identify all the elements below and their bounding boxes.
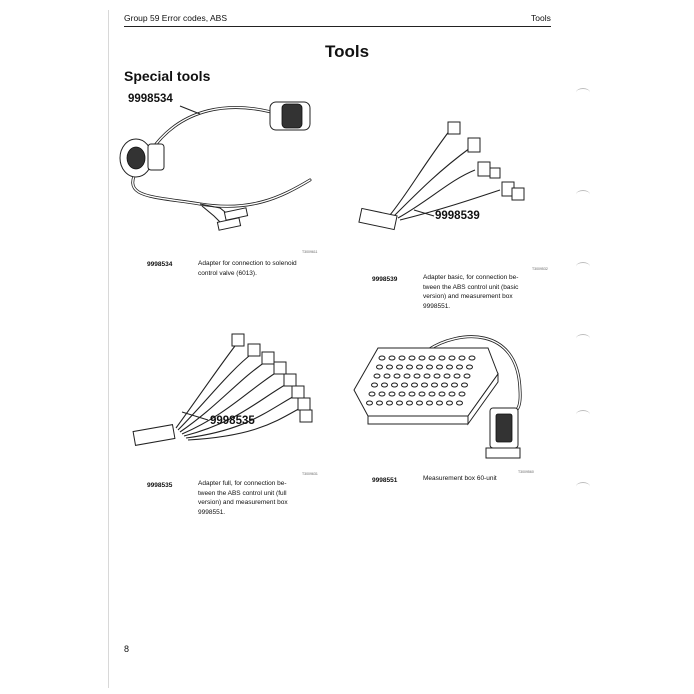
jack-socket [417, 365, 423, 369]
jack-socket [439, 356, 445, 360]
jack-socket [389, 356, 395, 360]
desc-line: 9998551. [423, 302, 451, 310]
jack-socket [422, 383, 428, 387]
jack-socket [372, 383, 378, 387]
jack-socket [447, 401, 453, 405]
jack-socket [369, 392, 375, 396]
desc-line: tween the ABS control unit (basic [423, 283, 519, 291]
header-section-title: Group 59 Error codes, ABS [124, 13, 227, 23]
tool-description-9998535 [198, 479, 288, 517]
jack-socket [429, 392, 435, 396]
adapter-9998534-illustration [110, 88, 350, 248]
section-subtitle: Special tools [124, 68, 211, 84]
jack-socket [389, 392, 395, 396]
jack-socket [459, 392, 465, 396]
jack-socket [402, 383, 408, 387]
jack-socket [414, 374, 420, 378]
jack-socket [452, 383, 458, 387]
page-edge-mark [576, 410, 590, 419]
adapter-9998539-illustration [340, 110, 540, 250]
jack-socket [427, 401, 433, 405]
figure-ref-9998535: T3009631 [302, 472, 318, 476]
jack-socket [409, 356, 415, 360]
page-title: Tools [324, 42, 370, 61]
jack-socket [419, 392, 425, 396]
desc-line: Adapter for connection to solenoid [198, 260, 297, 267]
tool-label-9998534: 9998534 [128, 93, 173, 105]
desc-line: version) and measurement box [198, 499, 288, 506]
jack-socket [399, 392, 405, 396]
jack-socket [449, 356, 455, 360]
jack-socket [377, 365, 383, 369]
jack-socket [462, 383, 468, 387]
measurement-box-9998551-illustration [348, 330, 548, 470]
jack-socket [444, 374, 450, 378]
page-edge-mark [576, 482, 590, 491]
jack-socket [467, 365, 473, 369]
jack-socket [464, 374, 470, 378]
header-chapter-title: Tools [531, 13, 551, 23]
jack-socket [379, 356, 385, 360]
jack-socket [447, 365, 453, 369]
jack-socket [457, 401, 463, 405]
jack-socket [404, 374, 410, 378]
jack-socket [419, 356, 425, 360]
desc-line: Adapter basic, for connection be- [423, 274, 519, 281]
tool-code-9998551: 9998551 [372, 477, 398, 484]
jack-socket [457, 365, 463, 369]
desc-line: Measurement box 60-unit [423, 475, 497, 482]
tool-code-9998539: 9998539 [372, 276, 398, 283]
figure-ref-9998551: T3009560 [518, 470, 534, 474]
jack-socket [367, 401, 373, 405]
figure-ref-9998539: T3009532 [532, 267, 548, 271]
jack-socket [409, 392, 415, 396]
adapter-9998535-illustration [128, 328, 328, 458]
jack-socket [397, 365, 403, 369]
tool-description-9998539 [423, 273, 518, 311]
jack-socket [399, 356, 405, 360]
figure-ref-9998534: T3009611 [302, 250, 318, 254]
jack-socket [439, 392, 445, 396]
jack-socket [407, 401, 413, 405]
jack-socket [394, 374, 400, 378]
jack-socket [454, 374, 460, 378]
jack-socket [429, 356, 435, 360]
header-rule [124, 26, 551, 27]
page-edge-mark [576, 88, 590, 97]
jack-socket [382, 383, 388, 387]
jack-socket [469, 356, 475, 360]
page-edge-mark [576, 334, 590, 343]
jack-socket [432, 383, 438, 387]
jack-socket [437, 365, 443, 369]
jack-socket [374, 374, 380, 378]
jack-socket [424, 374, 430, 378]
jack-socket [437, 401, 443, 405]
jack-socket [384, 374, 390, 378]
jack-socket [417, 401, 423, 405]
jack-socket [442, 383, 448, 387]
leader-line-9998539 [412, 208, 442, 228]
tool-label-9998535: 9998535 [210, 415, 255, 427]
jack-socket [387, 401, 393, 405]
page-edge-mark [576, 262, 590, 271]
jack-socket [427, 365, 433, 369]
jack-socket [377, 401, 383, 405]
page-edge-mark [576, 190, 590, 199]
tool-code-9998534: 9998534 [147, 261, 173, 268]
page-number: 8 [124, 644, 130, 654]
leader-line-9998535 [180, 410, 210, 430]
desc-line: 9998551. [198, 508, 226, 516]
leader-line-9998534 [180, 104, 210, 124]
jack-socket [407, 365, 413, 369]
jack-socket [387, 365, 393, 369]
jack-socket [412, 383, 418, 387]
tool-code-9998535: 9998535 [147, 482, 173, 489]
desc-line: Adapter full, for connection be- [198, 480, 287, 487]
jack-socket [459, 356, 465, 360]
jack-socket [449, 392, 455, 396]
jack-socket [434, 374, 440, 378]
jack-socket [397, 401, 403, 405]
jack-socket [379, 392, 385, 396]
jack-socket [392, 383, 398, 387]
tool-description-9998534 [198, 259, 297, 278]
desc-line: tween the ABS control unit (full [198, 489, 287, 497]
desc-line: version) and measurement box [423, 293, 513, 300]
tool-label-9998539: 9998539 [435, 210, 480, 222]
tool-description-9998551 [423, 474, 497, 484]
desc-line: control valve (6013). [198, 269, 257, 277]
